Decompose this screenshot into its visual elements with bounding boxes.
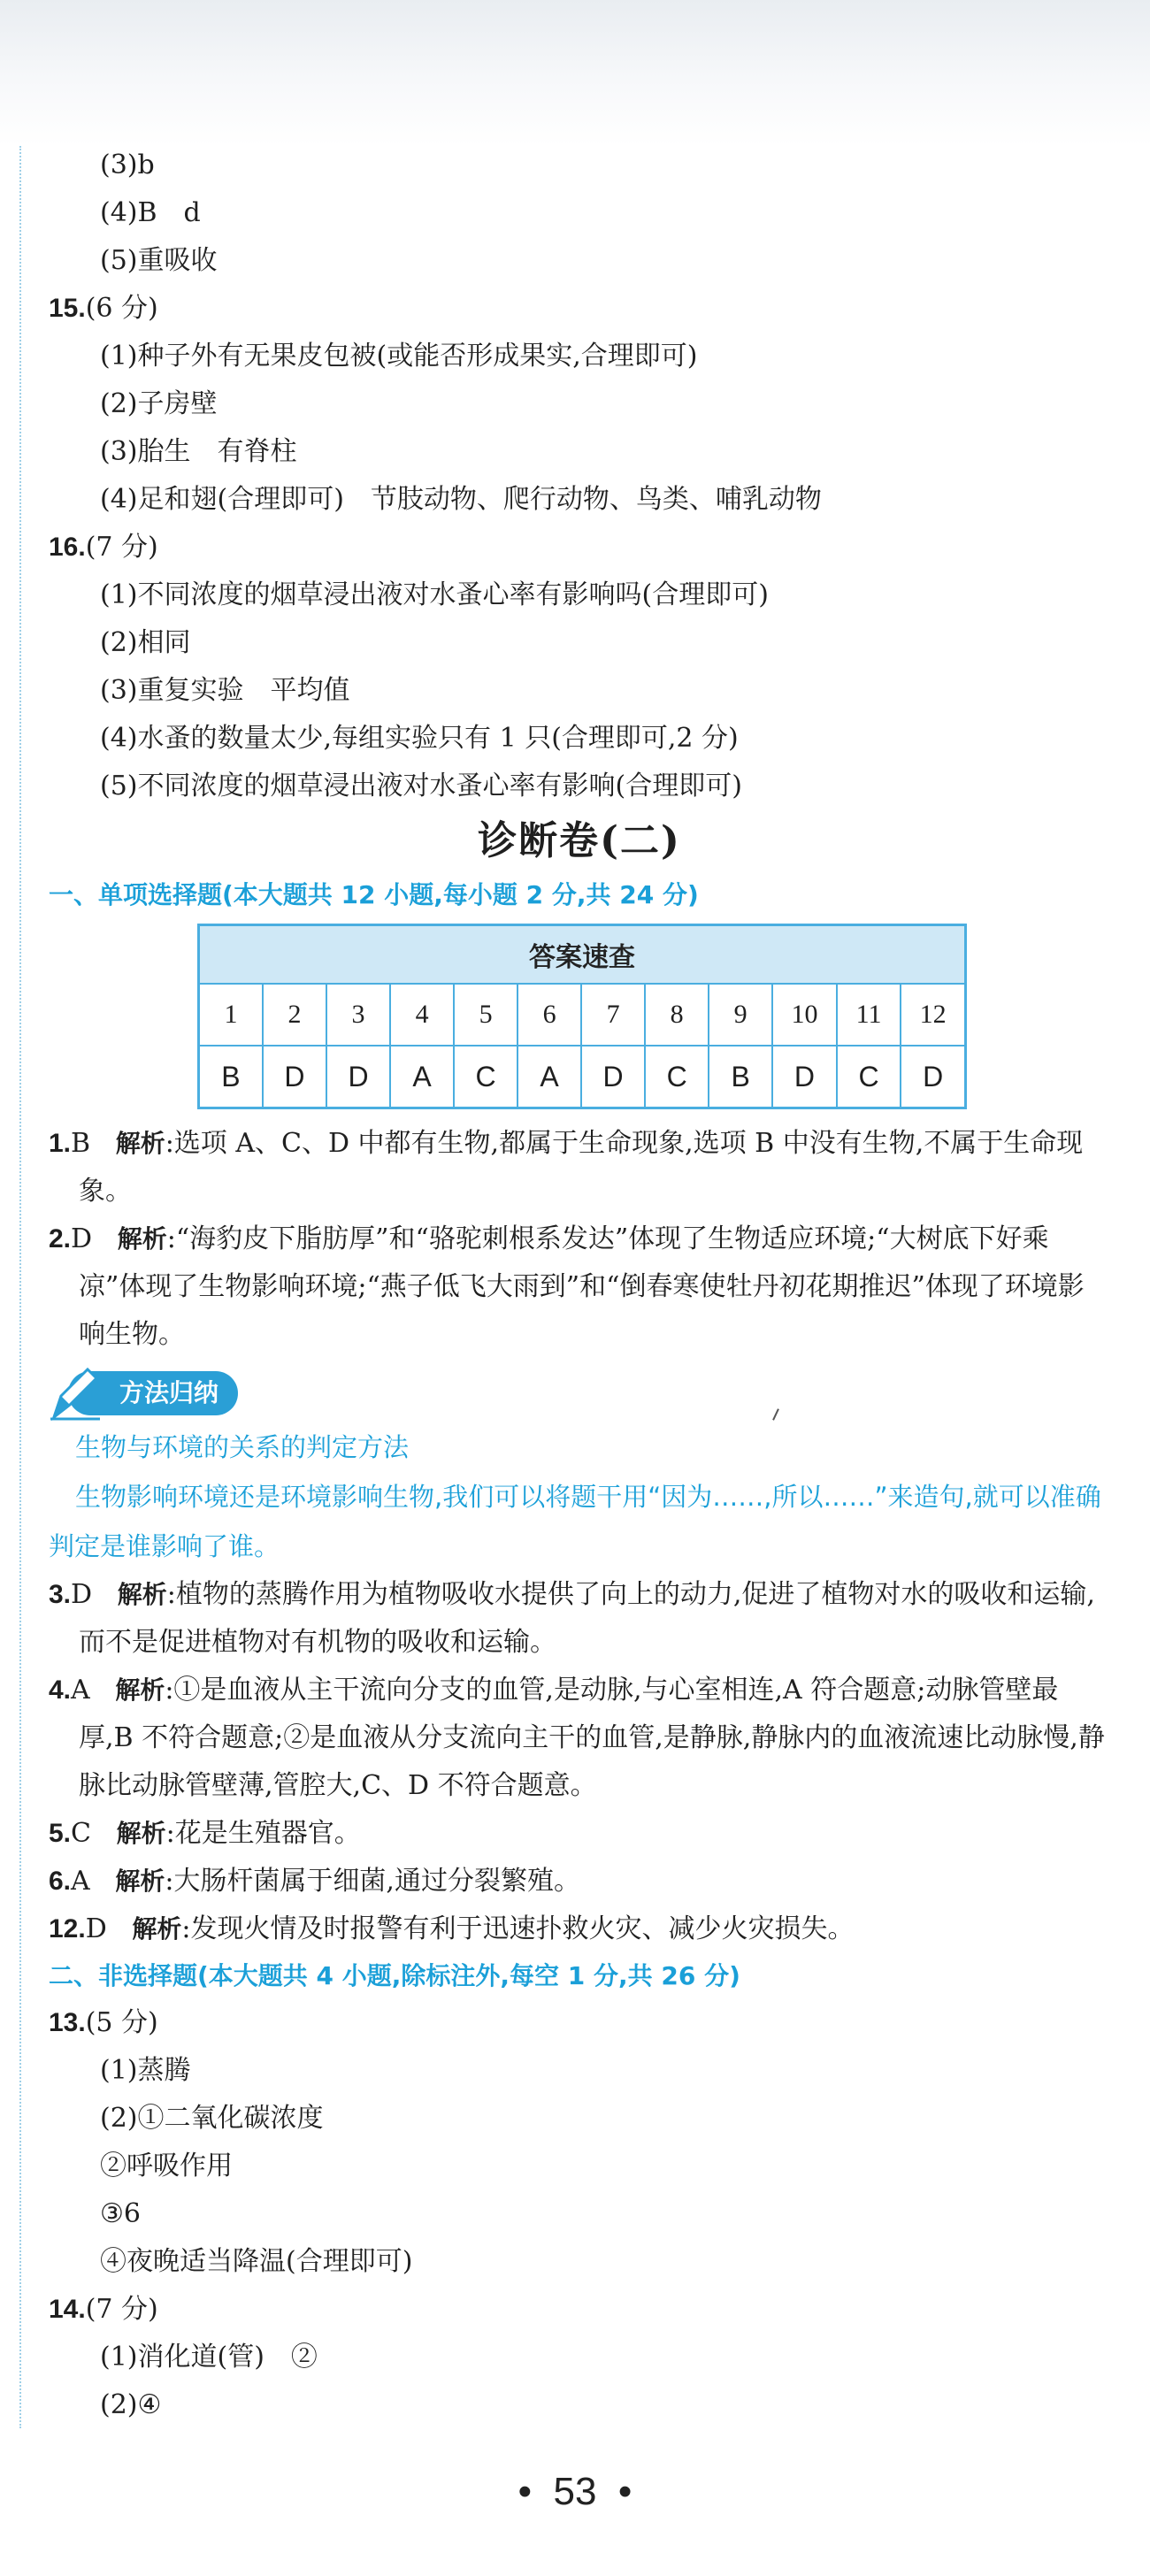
method-summary-banner <box>49 1364 1110 1422</box>
answer-cell: D <box>326 1046 390 1108</box>
answer-cell: B <box>199 1046 263 1108</box>
answer-cell: D <box>772 1046 837 1108</box>
question-number: 6 <box>518 984 581 1046</box>
exp-3-number: 3. <box>49 1580 72 1609</box>
question-number: 2 <box>263 984 326 1046</box>
answer-cell: D <box>263 1046 326 1108</box>
table-row-numbers <box>199 984 966 1046</box>
exp-4-label: 解析 <box>115 1675 165 1705</box>
section-2-heading: 二、非选择题(本大题共 4 小题,除标注外,每空 1 分,共 26 分) <box>49 1961 740 1990</box>
answer-cell: C <box>837 1046 901 1108</box>
question-number: 1 <box>199 984 263 1046</box>
exp-3-label: 解析 <box>117 1580 167 1609</box>
pencil-icon <box>49 1364 102 1422</box>
q15-line-2: (2)子房壁 <box>100 388 218 419</box>
exp-6-label: 解析 <box>115 1867 165 1896</box>
exp-2-text: :“海豹皮下脂肪厚”和“骆驼刺根系发达”体现了生物适应环境;“大树底下好乘凉”体现了生物影响环境;“燕子低飞大雨到”和“倒春寒使牡丹初花期推迟”体现了环境影响生物。 <box>79 1223 1085 1350</box>
prev-answer-3: (3)b <box>100 150 155 180</box>
q13-number: 13. <box>49 2008 86 2037</box>
q13-line-4: ③6 <box>100 2198 141 2229</box>
exp-3-text: :植物的蒸腾作用为植物吸收水提供了向上的动力,促进了植物对水的吸收和运输,而不是促进植物对有机物的吸收和运输。 <box>79 1579 1095 1658</box>
exp-5-answer: C <box>71 1818 91 1849</box>
answer-cell: A <box>518 1046 581 1108</box>
exp-2-number: 2. <box>49 1224 72 1254</box>
answer-content <box>49 142 1110 2429</box>
exp-4-number: 4. <box>49 1675 72 1705</box>
question-number: 8 <box>645 984 709 1046</box>
q14-heading <box>49 2286 1110 2334</box>
q13-line-5: ④夜晚适当降温(合理即可) <box>100 2246 413 2277</box>
q15-line-3: (3)胎生 有脊柱 <box>100 436 297 467</box>
section-1-heading: 一、单项选择题(本大题共 12 小题,每小题 2 分,共 24 分) <box>49 880 699 909</box>
q15-score: (6 分) <box>85 293 158 324</box>
answer-cell: C <box>645 1046 709 1108</box>
exp-4-text: :①是血液从主干流向分支的血管,是动脉,与心室相连,A 符合题意;动脉管壁最厚,B 不符合题意;②是血液从分支流向主干的血管,是静脉,静脉内的血液流速比动脉慢,静脉比动脉管壁薄,管腔大,C、D 不符合题意。 <box>79 1675 1105 1801</box>
q13-score: (5 分) <box>85 2007 158 2038</box>
left-dotted-rule <box>19 146 23 2428</box>
exp-2-label: 解析 <box>117 1224 167 1254</box>
q16-line-2: (2)相同 <box>100 627 191 658</box>
q13-line-1: (1)蒸腾 <box>100 2055 191 2086</box>
exp-3-answer: D <box>71 1579 93 1610</box>
explanation-3 <box>49 1571 1110 1667</box>
explanation-6 <box>49 1858 1110 1905</box>
exp-1-answer: B <box>71 1128 91 1159</box>
answer-cell: C <box>454 1046 518 1108</box>
question-number: 10 <box>772 984 837 1046</box>
exp-12-number: 12. <box>49 1914 86 1944</box>
q16-line-4: (4)水蚤的数量太少,每组实验只有 1 只(合理即可,2 分) <box>100 723 739 754</box>
q16-line-1: (1)不同浓度的烟草浸出液对水蚤心率有影响吗(合理即可) <box>100 579 769 610</box>
method-heading: 生物与环境的关系的判定方法 <box>75 1432 410 1462</box>
exp-5-number: 5. <box>49 1819 72 1848</box>
exp-2-answer: D <box>71 1223 93 1254</box>
question-number: 12 <box>901 984 965 1046</box>
exp-6-number: 6. <box>49 1867 72 1896</box>
method-badge: 方法归纳 <box>68 1371 238 1415</box>
prev-answer-5: (5)重吸收 <box>100 245 218 276</box>
answer-cell: D <box>581 1046 645 1108</box>
exp-5-label: 解析 <box>116 1819 166 1848</box>
q16-number: 16. <box>49 533 86 562</box>
answer-cell: A <box>390 1046 454 1108</box>
explanation-5 <box>49 1810 1110 1858</box>
explanation-4 <box>49 1667 1110 1810</box>
q15-line-4: (4)足和翅(合理即可) 节肢动物、爬行动物、鸟类、哺乳动物 <box>100 484 822 515</box>
question-number: 11 <box>837 984 901 1046</box>
page-number: • 53 • <box>518 2470 632 2513</box>
question-number: 5 <box>454 984 518 1046</box>
exp-1-label: 解析 <box>115 1129 165 1158</box>
question-number: 3 <box>326 984 390 1046</box>
q16-score: (7 分) <box>85 532 158 563</box>
q15-heading <box>49 285 1110 333</box>
explanation-12 <box>49 1905 1110 1953</box>
q16-line-5: (5)不同浓度的烟草浸出液对水蚤心率有影响(合理即可) <box>100 770 742 801</box>
q15-number: 15. <box>49 294 86 323</box>
explanation-2 <box>49 1215 1110 1359</box>
q14-score: (7 分) <box>85 2294 158 2325</box>
q13-heading <box>49 1999 1110 2047</box>
exp-6-text: :大肠杆菌属于细菌,通过分裂繁殖。 <box>165 1866 580 1897</box>
q14-line-1: (1)消化道(管) ② <box>100 2342 318 2373</box>
exp-6-answer: A <box>71 1866 90 1897</box>
q13-line-3: ②呼吸作用 <box>100 2150 233 2181</box>
explanation-1 <box>49 1120 1110 1215</box>
q14-line-2: (2)④ <box>100 2389 162 2420</box>
table-header-row <box>199 925 966 985</box>
answer-quick-check-table <box>197 924 967 1109</box>
exp-12-answer: D <box>85 1913 107 1944</box>
exp-1-text: :选项 A、C、D 中都有生物,都属于生命现象,选项 B 中没有生物,不属于生命现象。 <box>79 1128 1084 1207</box>
exp-4-answer: A <box>71 1675 90 1706</box>
q14-number: 14. <box>49 2295 86 2324</box>
prev-answer-4: (4)B d <box>100 197 201 228</box>
exp-5-text: :花是生殖器官。 <box>165 1818 361 1849</box>
q15-line-1: (1)种子外有无果皮包被(或能否形成果实,合理即可) <box>100 341 698 372</box>
question-number: 7 <box>581 984 645 1046</box>
table-row-answers <box>199 1046 966 1108</box>
table-header: 答案速查 <box>199 925 966 985</box>
question-number: 4 <box>390 984 454 1046</box>
scan-top-band <box>0 0 1150 146</box>
question-number: 9 <box>709 984 772 1046</box>
exp-12-label: 解析 <box>132 1914 182 1944</box>
exp-12-text: :发现火情及时报警有利于迅速扑救火灾、减少火灾损失。 <box>181 1913 855 1944</box>
q16-line-3: (3)重复实验 平均值 <box>100 675 350 706</box>
method-body: 生物影响环境还是环境影响生物,我们可以将题干用“因为……,所以……”来造句,就可以准确判定是谁影响了谁。 <box>49 1482 1101 1561</box>
answer-cell: B <box>709 1046 772 1108</box>
page-title: 诊断卷(二) <box>478 818 681 863</box>
answer-cell: D <box>901 1046 965 1108</box>
q13-line-2: (2)①二氧化碳浓度 <box>100 2103 324 2134</box>
q16-heading <box>49 524 1110 571</box>
exp-1-number: 1. <box>49 1129 72 1158</box>
page-number-value: 53 <box>553 2470 597 2513</box>
